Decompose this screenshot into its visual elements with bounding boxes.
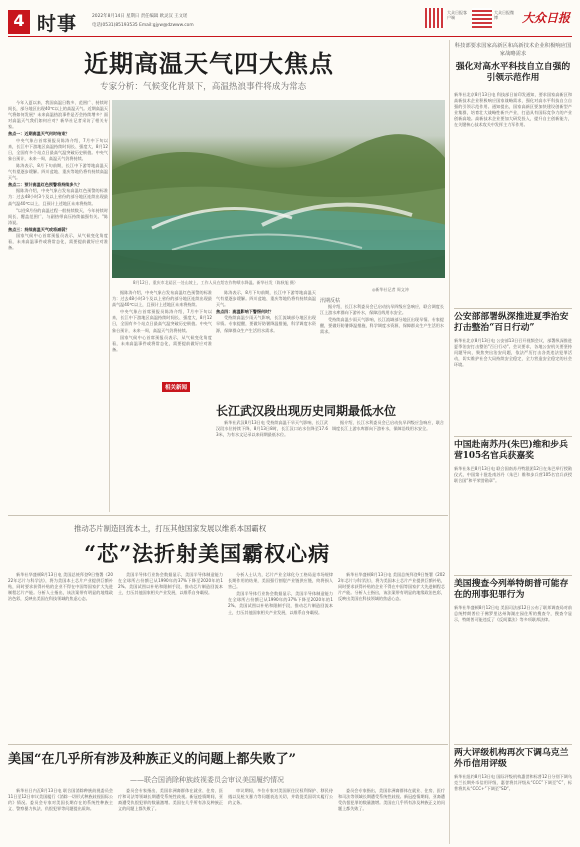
r5-title: 两大评级机构再次下调乌克兰外币信用评级 xyxy=(454,748,569,769)
right-divider-3 xyxy=(454,575,572,576)
r2-title: 公安部部署纵深推进夏季治安打击整治“百日行动” xyxy=(454,312,569,333)
flood-text-2: 据介绍，长江水利委员会已启动抗旱四级应急响应，联合调度长江上游水库群向下游补水，保障沿线用水安全。 xyxy=(332,420,444,432)
lead-col2-text: 据陈涛介绍，中央气象台发布高温红色预警的标准为：过去48小时3个及以上省份的部分地区连续出现最高气温40℃以上，且预计上述地区未来将持续。 xyxy=(112,290,212,308)
lead-column-2 xyxy=(112,290,212,512)
focus-1-text: 中央气象台首席预报员陈涛介绍，7月中下旬以来，长江中下游地区高温持续时间长、强度大，8月12日，全国有多个站点日最高气温突破历史极值。中央气象台预计，未来一周，高温天气仍将持续。 xyxy=(8,137,108,161)
chip-column-3 xyxy=(228,572,333,740)
lead-column-1 xyxy=(8,100,108,512)
flood-top-text-b: 受持续高温少雨天气影响，长江流域部分地区出现旱情。专家提醒，要做好防暑降温措施，科学调度水资源，保障群众生产生活用水需求。 xyxy=(320,317,444,335)
photo-credit: ◎新华社记者 周文冲 xyxy=(372,287,409,292)
race-text-3: 审议期间，多位专家对美国原住民权利保护、移民待遇以及枪支暴力等问题表达关切，并敦促美国切实履行公约义务。 xyxy=(228,788,333,806)
qr-code-2 xyxy=(472,8,492,28)
section-divider-2 xyxy=(8,744,448,745)
chip-text-2: 美国半导体行业协会数据显示，美国半导体制造能力在全球所占份额已从1990年的37%下降至2020年的12%。美国试图以补贴和限制手段，推动芯片制造回流本土，打压其他国家相关产业发展，以维系自身霸权。 xyxy=(118,572,223,596)
r3-text: 新华社朱巴8月13日电 联合国南苏丹特派团12日在朱巴举行授勋仪式，中国第十批赴南苏丹（朱巴）维和步兵营105名官兵获授联合国“和平荣誉勋章”。 xyxy=(454,466,572,484)
right-divider-2 xyxy=(454,436,572,437)
race-column-3 xyxy=(228,788,333,844)
lead-col2-text-c: 国家气候中心首席预报员表示，从气候变化角度看，未来高温事件或将常态化，需要提前做好应对准备。 xyxy=(112,334,212,352)
chip-text-3b: 美国半导体行业协会数据显示，美国半导体制造能力在全球所占份额已从1990年的37%下降至2020年的12%。美国试图以补贴和限制手段，推动芯片制造回流本土，打压其他国家相关产业发展，以维系自身霸权。 xyxy=(228,591,333,615)
related-news-tag xyxy=(162,382,190,392)
flood-kicker: 汛期反枯 xyxy=(320,298,341,304)
chip-text: 新华社华盛顿8月13日电 美国总统拜登9日签署《2022年芯片与科学法》，将为美国本土芯片产业提供巨额补贴，同时要求获得补贴的企业不得在中国等国家扩大先进制程芯片产能。分析人士指出，该法案带有明显的地缘政治色彩，反映出美国在科技领域的焦虑心态。 xyxy=(8,572,113,602)
focus-1-text-2: 陈涛表示，8月下旬前期，长江中下游等地高温天气有望逐步缓解。四川盆地、重庆等地仍将有持续高温天气。 xyxy=(8,162,108,181)
related-news-label: 相关新闻 xyxy=(165,385,188,391)
focus-4-heading: 焦点四：高温影响下警惕何时？ xyxy=(216,309,274,315)
r4-title: 美国搜查今列举特朗普可能存在的刑事犯罪行为 xyxy=(454,579,569,600)
photo-caption: 8月12日，重庆市北碚区一处山坡上，工作人员在给农作物喷水降温。新华社发（陈秋旭 摄） xyxy=(133,280,298,285)
flood-title: 长江武汉段出现历史同期最低水位 xyxy=(216,404,397,418)
r3-title: 中国赴南苏丹(朱巴)维和步兵营105名官兵获嘉奖 xyxy=(454,440,568,461)
race-text: 新华社日内瓦8月13日电 联合国消除种族歧视委员会11日至12日审议美国履行《消除一切形式种族歧视国际公约》情况。委员会专家对美国长期存在的系统性种族主义、警察暴力执法、仇恨犯罪等问题提出质询。 xyxy=(8,788,113,812)
chip-column-2 xyxy=(118,572,223,740)
r5-text: 新华社纽约8月13日电 国际评级机构惠誉和标普12日分别下调乌克兰长期外币信用评级，惠誉将其评级从“CCC”下调至“C”，标普将其从“CCC+”下调至“SD”。 xyxy=(454,774,572,792)
focus-3-text: 国家气候中心首席预报员表示，从气候变化角度看，未来高温事件或将常态化，需要提前做好应对准备。 xyxy=(8,232,108,251)
photo-scene xyxy=(112,100,445,278)
r1-kicker: 科技部要求国家高新区和高新技术企业积极响应国家战略需求 xyxy=(454,43,572,57)
focus-3-heading: 焦点三：持续高温天气或将减弱？ xyxy=(8,226,70,232)
race-title: 美国“在几乎所有涉及种族正义的问题上都失败了” xyxy=(8,752,296,767)
masthead-divider xyxy=(8,36,572,37)
chip-text-3: 分析人士认为，芯片产业全球化分工格局是市场规律长期作用的结果，美国强行割裂产业链供应链，终将损人害己。 xyxy=(228,572,333,590)
chip-title: “芯”法折射美国霸权心病 xyxy=(84,541,331,566)
flood-column-top xyxy=(320,304,444,394)
focus-2-heading: 焦点二：预计高温红色预警将持续多久？ xyxy=(8,182,82,188)
section-title: 时事 xyxy=(37,13,78,35)
lead-col3-text: 陈涛表示，8月下旬前期，长江中下游等地高温天气有望逐步缓解。四川盆地、重庆等地仍将有持续高温天气。 xyxy=(216,290,316,308)
r4-text: 新华社华盛顿8月12日电 美国司法部12日公布了联邦调查局对前总统特朗普位于佛罗里达州海湖庄园住所的搜查令，搜查令显示，特朗普可能违反了《反间谍法》等多项联邦法律。 xyxy=(454,605,572,623)
focus-1-heading: 焦点一：近期高温天气何时结束？ xyxy=(8,131,70,137)
section-divider-1 xyxy=(8,515,448,516)
lead-photo xyxy=(112,100,445,278)
flood-top-text: 据介绍，长江水利委员会已启动抗旱四级应急响应，联合调度长江上游水库群向下游补水，保障沿线用水安全。 xyxy=(320,304,444,316)
race-column-2 xyxy=(118,788,223,844)
r1-title: 强化对高水平科技自立自强的引领示范作用 xyxy=(455,62,571,83)
right-divider-1 xyxy=(454,308,572,309)
flood-column-2 xyxy=(332,420,444,512)
race-column-4 xyxy=(338,788,445,844)
phone-line: 电话(0531)85193535 Email:gjyw@dzwww.com xyxy=(92,23,194,28)
flood-column-1 xyxy=(216,420,328,512)
r1-text: 新华社北京8月13日电 科技部日前印发通知，要求国家高新区和高新技术企业积极响应国家战略需求，强化对高水平科技自立自强的引领示范作用。通知提出，国家高新区要加快建设创新型产业集群，培育壮大战略性新兴产业，打造具有国际竞争力的产业创新高地。高新技术企业要加大研发投入，提升自主创新能力，在关键核心技术攻关中发挥主力军作用。 xyxy=(454,92,572,128)
focus-4-text: 受持续高温少雨天气影响，长江流域部分地区出现旱情。专家提醒，要做好防暑降温措施，科学调度水资源，保障群众生产生活用水需求。 xyxy=(216,315,316,333)
right-divider-4 xyxy=(454,744,572,745)
chip-column-1 xyxy=(8,572,113,740)
lead-col2-text-b: 中央气象台首席预报员陈涛介绍，7月中下旬以来，长江中下游地区高温持续时间长、强度大，8月12日，全国有多个站点日最高气温突破历史极值。中央气象台预计，未来一周，高温天气仍将持续。 xyxy=(112,309,212,333)
chip-column-4 xyxy=(338,572,445,740)
focus-2-text: 据陈涛介绍，中央气象台发布高温红色预警的标准为：过去48小时3个及以上省份的部分地区连续出现最高气温40℃以上，且预计上述地区未来将持续。 xyxy=(8,188,108,206)
qr-caption-1: 大众日报客户端 xyxy=(447,10,467,20)
qr-caption-2: 大众日报微博 xyxy=(494,10,514,20)
race-column-1 xyxy=(8,788,113,844)
page-number: 4 xyxy=(13,11,25,30)
lead-title: 近期高温天气四大焦点 xyxy=(84,49,334,78)
lead-column-divider-1 xyxy=(109,100,110,512)
right-column-divider xyxy=(449,40,450,844)
qr-code-1 xyxy=(425,8,445,28)
race-text-4: 委员会专家指出，美国非洲裔群体在就业、住房、医疗和司法等领域长期遭受系统性歧视。新冠疫情期间，亚裔遭受仇恨犯罪的数量激增。美国在几乎所有涉及种族正义的问题上都失败了。 xyxy=(338,788,445,812)
race-text-2: 委员会专家指出，美国非洲裔群体在就业、住房、医疗和司法等领域长期遭受系统性歧视。新冠疫情期间，亚裔遭受仇恨犯罪的数量激增。美国在几乎所有涉及种族正义的问题上都失败了。 xyxy=(118,788,223,812)
flood-text: 新华社武汉8月13日电 受持续高温干旱天气影响，长江武汉段水位持续下降，8月13日8时，长江汉口站水位降至17.63米，为有水文记录以来同期最低水位。 xyxy=(216,420,328,438)
lead-intro: 今年入夏以来，我国高温日数多、范围广、持续时间长，部分地区出现40℃以上的高温天气。近期高温天气将如何发展？未来高温热浪事件是否会持续增多？面对高温天气我们如何应对？新华社记者采访了相关专家。 xyxy=(8,100,108,130)
r2-text: 新华社北京8月13日电 公安部13日召开视频会议，部署纵深推进夏季治安打击整治"百日行动"。会议要求，各地公安机关要坚持问题导向，聚焦突出治安问题，依法严厉打击各类违法犯罪活动，切实维护社会大局持续安全稳定，全力营造安全稳定的社会环境。 xyxy=(454,338,572,368)
focus-2-text-2: "以往8月份的高温过程一般持续数天，今年持续时间长、覆盖范围广，与副热带高压持续偏强有关。"陈涛说。 xyxy=(8,207,108,225)
chip-text-4: 新华社华盛顿8月13日电 美国总统拜登9日签署《2022年芯片与科学法》，将为美国本土芯片产业提供巨额补贴，同时要求获得补贴的企业不得在中国等国家扩大先进制程芯片产能。分析人士指出，该法案带有明显的地缘政治色彩，反映出美国在科技领域的焦虑心态。 xyxy=(338,572,445,602)
newspaper-logo: 大众日报 xyxy=(522,11,571,25)
race-subtitle: ——联合国消除种族歧视委员会审议美国履约情况 xyxy=(130,776,284,784)
lead-subtitle: 专家分析：气候变化背景下，高温热浪事件将成为常态 xyxy=(100,82,307,92)
chip-kicker: 推动芯片制造回流本土，打压其他国家发展以维系本国霸权 xyxy=(74,524,267,533)
date-line: 2022年8月14日 星期日 责任编辑 欧灵汉 王文瑶 xyxy=(92,14,188,19)
